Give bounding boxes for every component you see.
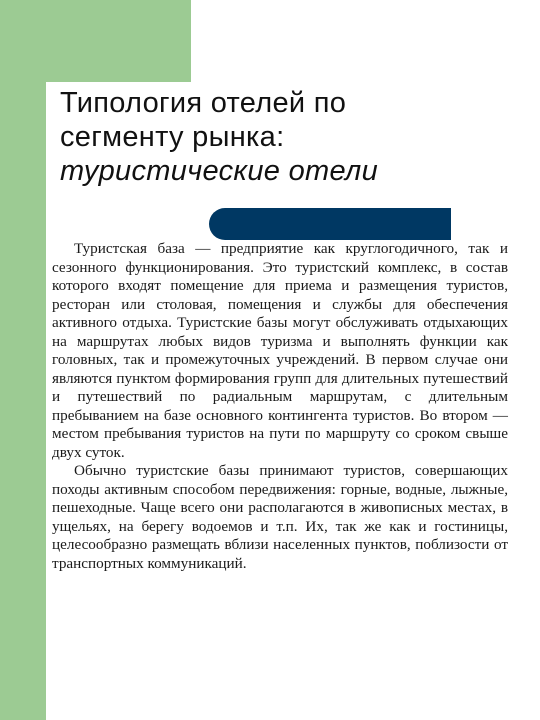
body-paragraph-2: Обычно туристские базы принимают туристов, совершающих походы активным способом передвижения: горные, водные, лыжные, пешеходные. Чаще всего они располагаются в живописных местах, в ущельях, на берегу водоемов и т.п. Их, так же как и гостиницы, целесообразно размещать вблизи населенных пунктов, поблизости от транспортных коммуникаций.: [52, 462, 508, 572]
body-text: [52, 240, 508, 573]
left-accent-bar: [0, 0, 46, 720]
title-line-2: сегменту рынка:: [60, 121, 285, 153]
title-line-3: туристические отели: [60, 155, 379, 187]
divider-bar: [225, 208, 451, 234]
title-line-1: Типология отелей по: [60, 87, 347, 119]
body-paragraph-1: Туристская база — предприятие как круглогодичного, так и сезонного функционирования. Это туристский комплекс, в состав которого входят помещение для приема и размещения туристов, ресторан или столовая, помещения и службы для обеспечения активного отдыха. Туристские базы могут обслуживать отдыхающих на маршрутах любых видов туризма и выполнять функции как головных, так и промежуточных учреждений. В первом случае они являются пунктом формирования групп для длительных путешествий и путешествий по радиальным маршрутам, с длительным пребыванием на базе основного контингента туристов. Во втором — местом пребывания туристов на пути по маршруту со сроком свыше двух суток.: [52, 240, 508, 461]
slide-title: [60, 86, 460, 188]
